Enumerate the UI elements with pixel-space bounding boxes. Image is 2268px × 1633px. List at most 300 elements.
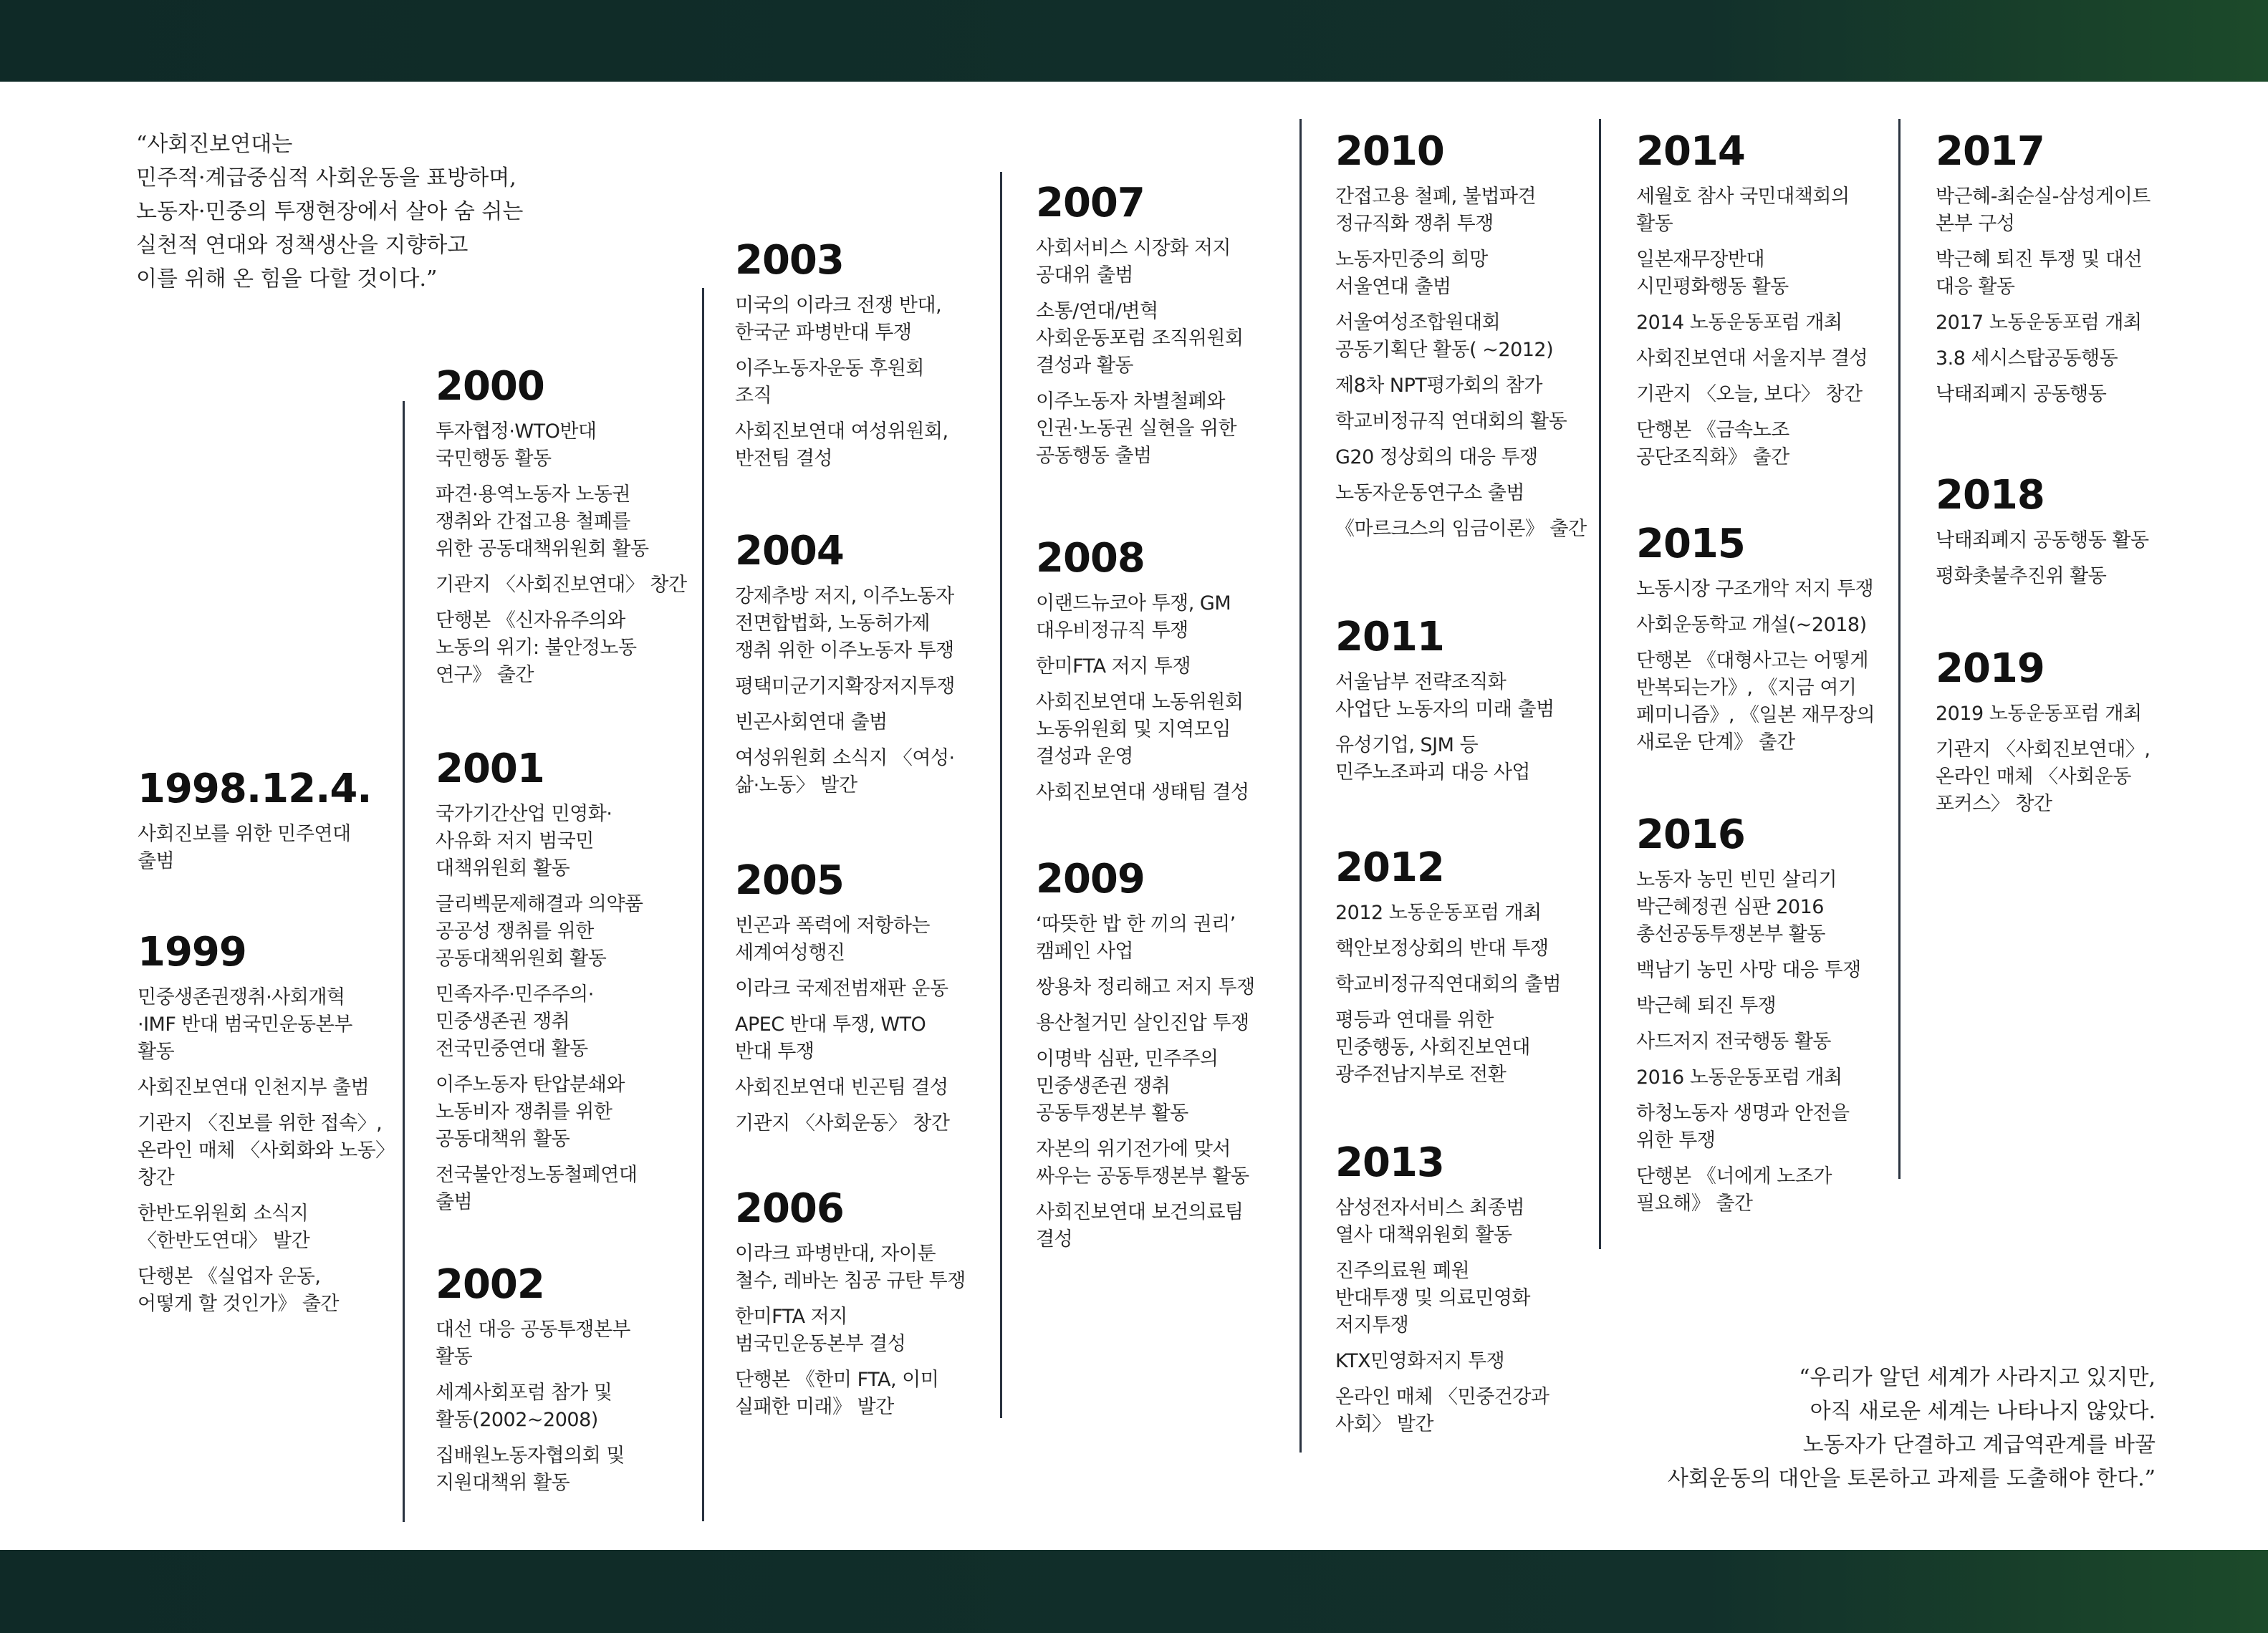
year-block-2011: [1335, 615, 1615, 795]
event-text-line: 공대위 출범: [1036, 264, 1133, 286]
timeline-event: [436, 1442, 715, 1497]
event-text-line: 사회진보연대 인천지부 출범: [138, 1076, 370, 1099]
event-text-line: 미국의 이라크 전쟁 반대,: [735, 294, 942, 317]
event-text-line: 공공성 쟁취를 위한: [436, 920, 594, 943]
timeline-event: [1036, 388, 1315, 470]
year-block-1998: [138, 766, 417, 884]
event-text-line: APEC 반대 투쟁, WTO: [735, 1013, 926, 1036]
timeline-event: [138, 1263, 417, 1318]
event-text-line: 철수, 레바논 침공 규탄 투쟁: [735, 1270, 966, 1292]
year-block-2018: [1936, 473, 2215, 599]
timeline-event: [1335, 480, 1615, 507]
year-heading: 2005: [735, 857, 844, 904]
event-text-line: 유성기업, SJM 등: [1335, 734, 1479, 756]
event-text-line: 정규직화 쟁취 투쟁: [1335, 213, 1494, 235]
timeline-event: [735, 976, 1014, 1003]
year-block-2019: [1936, 646, 2215, 827]
event-text-line: 전국불안정노동철폐연대: [436, 1164, 638, 1186]
event-text-line: 국가기간산업 민영화·: [436, 803, 612, 825]
event-text-line: 필요해》 출간: [1636, 1193, 1753, 1215]
event-text-line: 이명박 심판, 민주주의: [1036, 1048, 1219, 1070]
timeline-event: [1335, 971, 1615, 998]
event-text-line: 투자협정·WTO반대: [436, 420, 597, 443]
timeline-event: [1335, 900, 1615, 927]
timeline-event: [735, 1304, 1014, 1358]
event-text-line: 온라인 매체 〈민중건강과: [1335, 1386, 1549, 1408]
timeline-event: [436, 607, 715, 689]
event-text-line: 여성위원회 소식지 〈여성·: [735, 747, 955, 769]
timeline-event: [1335, 1007, 1615, 1089]
event-text-line: 활동: [436, 1346, 473, 1368]
timeline-event: [138, 1200, 417, 1255]
event-text-line: 《마르크스의 임금이론》 출간: [1335, 518, 1587, 540]
year-block-2009: [1036, 857, 1315, 1262]
timeline-event: [1636, 309, 1916, 337]
year-heading: 2019: [1936, 645, 2044, 692]
event-text-line: 지원대책위 활동: [436, 1472, 570, 1494]
year-heading: 2016: [1636, 811, 1745, 858]
event-text-line: 박근혜정권 심판 2016: [1636, 896, 1824, 918]
event-text-line: 반대 투쟁: [735, 1041, 815, 1063]
event-text-line: ·IMF 반대 범국민운동본부: [138, 1013, 352, 1036]
event-text-line: 본부 구성: [1936, 213, 2015, 235]
timeline-event: [1936, 736, 2215, 818]
timeline-event: [138, 984, 417, 1066]
timeline-event: [1636, 1029, 1916, 1056]
timeline-event: [735, 673, 1014, 700]
event-text-line: 민중생존권 쟁취: [1036, 1075, 1171, 1097]
timeline-event: [1335, 1195, 1615, 1249]
timeline-event: [1335, 732, 1615, 786]
timeline-event: [1636, 993, 1916, 1020]
event-text-line: 조직: [735, 385, 772, 407]
event-text-line: 노동자민중의 희망: [1335, 249, 1488, 271]
year-block-2014: [1636, 129, 1916, 480]
event-text-line: 민주노조파괴 대응 사업: [1335, 761, 1530, 784]
event-text-line: 노동자운동연구소 출범: [1335, 482, 1524, 504]
timeline-event: [735, 1367, 1014, 1421]
event-text-line: 위한 투쟁: [1636, 1129, 1716, 1152]
event-text-line: 박근혜 퇴진 투쟁: [1636, 995, 1777, 1017]
timeline-event: [1636, 1163, 1916, 1218]
event-text-line: 노동비자 쟁취를 위한: [436, 1101, 612, 1123]
event-text-line: 연구》 출간: [436, 664, 534, 686]
event-text-line: 이주노동자 차별철폐와: [1036, 390, 1225, 413]
event-text-line: 2019 노동운동포럼 개최: [1936, 703, 2142, 725]
event-text-line: 단행본 《한미 FTA, 이미: [735, 1369, 939, 1391]
timeline-event: [1335, 1258, 1615, 1339]
year-block-2008: [1036, 536, 1315, 815]
timeline-event: [735, 583, 1014, 665]
timeline-event: [1636, 867, 1916, 948]
timeline-event: [1036, 1199, 1315, 1253]
timeline-event: [1036, 974, 1315, 1001]
event-text-line: 민중행동, 사회진보연대: [1335, 1036, 1530, 1059]
year-block-2016: [1636, 812, 1916, 1226]
opening-quote: [136, 127, 523, 296]
event-text-line: 대응 활동: [1936, 276, 2015, 298]
event-text-line: 파견·용역노동자 노동권: [436, 483, 630, 506]
year-heading: 2000: [436, 363, 544, 410]
event-text-line: 기관지 〈사회진보연대〉,: [1936, 738, 2151, 761]
event-text-line: 3.8 세시스탑공동행동: [1936, 347, 2118, 370]
event-text-line: 대우비정규직 투쟁: [1036, 620, 1188, 642]
event-text-line: 〈한반도연대〉 발간: [138, 1230, 310, 1252]
event-text-line: 광주전남지부로 전환: [1335, 1064, 1507, 1086]
event-text-line: 낙태죄폐지 공동행동: [1936, 383, 2107, 405]
event-text-line: 일본재무장반대: [1636, 249, 1765, 271]
event-text-line: 열사 대책위원회 활동: [1335, 1224, 1512, 1246]
event-text-line: 박근혜-최순실-삼성게이트: [1936, 186, 2151, 208]
event-text-line: 공동대책위 활동: [436, 1128, 570, 1150]
event-text-line: 쟁취 위한 이주노동자 투쟁: [735, 640, 954, 662]
closing-quote: [1668, 1361, 2156, 1495]
timeline-event: [1636, 417, 1916, 471]
timeline-event: [1036, 298, 1315, 380]
timeline-event: [436, 1071, 715, 1153]
event-text-line: 서울연대 출범: [1335, 276, 1451, 298]
event-text-line: 간접고용 철폐, 불법파견: [1335, 186, 1537, 208]
event-text-line: 쌍용차 정리해고 저지 투쟁: [1036, 976, 1255, 998]
year-heading: 2007: [1036, 180, 1145, 226]
year-block-2004: [735, 529, 1014, 808]
event-text-line: 활동: [1636, 213, 1673, 235]
event-text-line: 위한 공동대책위원회 활동: [436, 538, 649, 560]
event-text-line: 어떻게 할 것인가》 출간: [138, 1293, 339, 1315]
event-text-line: 사회운동학교 개설(~2018): [1636, 614, 1867, 636]
event-text-line: 온라인 매체 〈사회운동: [1936, 766, 2131, 788]
timeline-event: [1036, 779, 1315, 806]
event-text-line: 사회운동포럼 조직위원회: [1036, 327, 1244, 350]
event-text-line: 캠페인 사업: [1036, 940, 1133, 963]
year-block-2006: [735, 1186, 1014, 1430]
year-block-2003: [735, 238, 1014, 481]
event-text-line: 국민행동 활동: [436, 448, 552, 470]
event-text-line: 사회진보를 위한 민주연대: [138, 823, 351, 845]
event-text-line: 기관지 〈진보를 위한 접속〉,: [138, 1112, 383, 1135]
timeline-event: [436, 1316, 715, 1371]
event-text-line: 전면합법화, 노동허가제: [735, 612, 930, 635]
event-text-line: 사회진보연대 서울지부 결성: [1636, 347, 1868, 370]
event-text-line: 창간: [138, 1167, 175, 1189]
timeline-event: [735, 745, 1014, 799]
event-text-line: 반전팀 결성: [735, 448, 832, 470]
event-text-line: ‘따뜻한 밥 한 끼의 권리’: [1036, 913, 1236, 935]
event-text-line: 노동시장 구조개악 저지 투쟁: [1636, 578, 1874, 600]
event-text-line: 2012 노동운동포럼 개최: [1335, 902, 1542, 924]
year-block-2015: [1636, 521, 1916, 765]
quote-line: 노동자·민중의 투쟁현장에서 살아 숨 쉬는: [136, 199, 524, 224]
timeline-event: [1636, 957, 1916, 984]
event-text-line: 제8차 NPT평가회의 참가: [1335, 375, 1542, 397]
event-text-line: 2016 노동운동포럼 개최: [1636, 1066, 1842, 1089]
event-text-line: 낙태죄폐지 공동행동 활동: [1936, 529, 2149, 551]
event-text-line: 한반도위원회 소식지: [138, 1203, 309, 1225]
timeline-event: [1335, 516, 1615, 543]
event-text-line: 용산철거민 살인진압 투쟁: [1036, 1012, 1249, 1034]
quote-line: 사회운동의 대안을 토론하고 과제를 도출해야 한다.”: [1667, 1466, 2156, 1491]
event-text-line: 반대투쟁 및 의료민영화: [1335, 1287, 1530, 1309]
event-text-line: 범국민운동본부 결성: [735, 1333, 906, 1355]
timeline-event: [1335, 372, 1615, 400]
event-text-line: 서울여성조합원대회: [1335, 312, 1501, 334]
year-heading: 2012: [1335, 844, 1444, 891]
timeline-event: [1636, 647, 1916, 756]
timeline-event: [735, 709, 1014, 736]
timeline-event: [1036, 590, 1315, 645]
event-text-line: 노동의 위기: 불안정노동: [436, 637, 637, 659]
event-text-line: 세계여성행진: [735, 942, 845, 964]
timeline-event: [1636, 612, 1916, 639]
timeline-event: [1636, 1100, 1916, 1155]
event-text-line: 학교비정규직연대회의 출범: [1335, 973, 1562, 996]
timeline-event: [138, 1110, 417, 1192]
year-heading: 1999: [138, 929, 246, 976]
event-text-line: 싸우는 공동투쟁본부 활동: [1036, 1165, 1249, 1188]
event-text-line: 소통/연대/변혁: [1036, 300, 1158, 322]
event-text-line: 사드저지 전국행동 활동: [1636, 1031, 1831, 1053]
year-heading: 2015: [1636, 521, 1745, 567]
timeline-event: [1335, 1348, 1615, 1375]
timeline-event: [735, 912, 1014, 967]
event-text-line: 세월호 참사 국민대책회의: [1636, 186, 1850, 208]
year-heading: 2008: [1036, 535, 1145, 582]
event-text-line: 기관지 〈사회진보연대〉 창간: [436, 574, 687, 596]
quote-line: 노동자가 단결하고 계급역관계를 바꿀: [1802, 1432, 2156, 1458]
year-block-2013: [1335, 1140, 1615, 1447]
timeline-event: [1936, 309, 2215, 337]
event-text-line: 민중생존권 쟁취: [436, 1011, 570, 1033]
timeline-event: [1036, 235, 1315, 289]
timeline-event: [1936, 527, 2215, 554]
event-text-line: 단행본 《신자유주의와: [436, 610, 625, 632]
year-heading: 2001: [436, 746, 544, 792]
event-text-line: 반복되는가》, 《지금 여기: [1636, 677, 1857, 699]
year-heading: 2009: [1036, 856, 1145, 902]
quote-line: 이를 위해 온 힘을 다할 것이다.”: [136, 266, 438, 292]
year-heading: 2006: [735, 1185, 844, 1232]
event-text-line: KTX민영화저지 투쟁: [1335, 1350, 1505, 1372]
year-block-2005: [735, 858, 1014, 1146]
event-text-line: 공단조직화》 출간: [1636, 446, 1789, 468]
timeline-event: [735, 418, 1014, 473]
event-text-line: 한미FTA 저지 투쟁: [1036, 655, 1191, 678]
event-text-line: 평택미군기지확장저지투쟁: [735, 675, 955, 698]
year-heading: 2004: [735, 528, 844, 574]
timeline-event: [1636, 381, 1916, 408]
event-text-line: 삼성전자서비스 최종범: [1335, 1197, 1524, 1219]
event-text-line: 빈곤사회연대 출범: [735, 711, 888, 733]
timeline-event: [436, 891, 715, 973]
timeline-event: [1936, 563, 2215, 590]
year-heading: 2011: [1335, 614, 1444, 660]
timeline-event: [1335, 669, 1615, 723]
event-text-line: G20 정상회의 대응 투쟁: [1335, 446, 1538, 468]
event-text-line: 사유화 저지 범국민: [436, 830, 594, 852]
quote-line: “우리가 알던 세계가 사라지고 있지만,: [1799, 1365, 2156, 1390]
timeline-event: [436, 981, 715, 1063]
year-heading: 1998.12.4.: [138, 766, 372, 812]
timeline-event: [1936, 700, 2215, 728]
event-text-line: 활동: [138, 1041, 175, 1063]
timeline-event: [735, 1011, 1014, 1066]
year-heading: 2002: [436, 1261, 544, 1308]
event-text-line: 결성: [1036, 1228, 1073, 1251]
event-text-line: 백남기 농민 사망 대응 투쟁: [1636, 959, 1861, 981]
event-text-line: 사업단 노동자의 미래 출범: [1335, 698, 1555, 721]
event-text-line: 시민평화행동 활동: [1636, 276, 1789, 298]
year-heading: 2010: [1335, 128, 1444, 175]
quote-line: 민주적·계급중심적 사회운동을 표방하며,: [136, 165, 516, 191]
year-block-2001: [436, 746, 715, 1225]
event-text-line: 사회진보연대 생태팀 결성: [1036, 781, 1249, 804]
year-block-2012: [1335, 845, 1615, 1097]
timeline-event: [1335, 408, 1615, 435]
event-text-line: 결성과 활동: [1036, 355, 1133, 377]
event-text-line: 단행본 《실업자 운동,: [138, 1266, 321, 1288]
timeline-event: [1335, 935, 1615, 963]
event-text-line: 2014 노동운동포럼 개최: [1636, 312, 1842, 334]
event-text-line: 전국민중연대 활동: [436, 1038, 588, 1060]
year-block-2010: [1335, 129, 1615, 551]
bottom-band: [0, 1550, 2268, 1633]
event-text-line: 이주노동자운동 후원회: [735, 357, 924, 380]
event-text-line: 단행본 《대형사고는 어떻게: [1636, 650, 1869, 672]
timeline-event: [436, 481, 715, 563]
year-heading: 2014: [1636, 128, 1745, 175]
timeline-event: [436, 418, 715, 473]
year-block-2007: [1036, 180, 1315, 478]
event-text-line: 하청노동자 생명과 안전을: [1636, 1102, 1850, 1124]
event-text-line: 사회진보연대 노동위원회: [1036, 691, 1244, 713]
timeline-event: [1936, 345, 2215, 372]
timeline-event: [1036, 689, 1315, 771]
timeline-event: [138, 821, 417, 875]
year-block-2002: [436, 1262, 715, 1506]
year-heading: 2003: [735, 237, 844, 284]
timeline-event: [1036, 1136, 1315, 1190]
year-block-2000: [436, 364, 715, 698]
event-text-line: 공동기획단 활동( ~2012): [1335, 339, 1554, 361]
event-text-line: 서울남부 전략조직화: [1335, 671, 1507, 693]
timeline-event: [1036, 911, 1315, 965]
event-text-line: 출범: [436, 1191, 473, 1213]
event-text-line: 사회〉 발간: [1335, 1413, 1433, 1435]
timeline-event: [1036, 1010, 1315, 1037]
event-text-line: 저지투쟁: [1335, 1314, 1409, 1336]
top-band: [0, 0, 2268, 82]
timeline-event: [436, 801, 715, 882]
timeline-event: [735, 292, 1014, 347]
event-text-line: 이주노동자 탄압분쇄와: [436, 1074, 625, 1096]
event-text-line: 한미FTA 저지: [735, 1306, 847, 1328]
timeline-event: [1335, 444, 1615, 471]
timeline-event: [1636, 576, 1916, 603]
event-text-line: 활동(2002~2008): [436, 1409, 598, 1431]
event-text-line: 삶·노동〉 발간: [735, 774, 857, 796]
event-text-line: 평화촛불추진위 활동: [1936, 565, 2107, 587]
event-text-line: 사회진보연대 보건의료팀: [1036, 1201, 1244, 1223]
event-text-line: 새로운 단계》 출간: [1636, 731, 1795, 753]
timeline-event: [436, 1162, 715, 1216]
event-text-line: 공동행동 출범: [1036, 445, 1152, 467]
event-text-line: 이라크 파병반대, 자이툰: [735, 1243, 936, 1265]
timeline-event: [1636, 345, 1916, 372]
quote-line: 아직 새로운 세계는 나타나지 않았다.: [1810, 1399, 2156, 1424]
event-text-line: 한국군 파병반대 투쟁: [735, 322, 912, 344]
event-text-line: 강제추방 저지, 이주노동자: [735, 585, 954, 607]
timeline-event: [735, 1074, 1014, 1102]
event-text-line: 온라인 매체 〈사회화와 노동〉: [138, 1140, 395, 1162]
year-heading: 2017: [1936, 128, 2044, 175]
event-text-line: 2017 노동운동포럼 개최: [1936, 312, 2142, 334]
event-text-line: 민족자주·민주주의·: [436, 983, 594, 1006]
event-text-line: 단행본 《너에게 노조가: [1636, 1165, 1832, 1188]
event-text-line: 사회서비스 시장화 저지: [1036, 237, 1231, 259]
timeline-event: [436, 1379, 715, 1434]
event-text-line: 페미니즘》, 《일본 재무장의: [1636, 704, 1875, 726]
event-text-line: 총선공동투쟁본부 활동: [1636, 923, 1825, 945]
timeline-event: [138, 1074, 417, 1102]
event-text-line: 노동자 농민 빈민 살리기: [1636, 869, 1837, 891]
event-text-line: 집배원노동자협의회 및: [436, 1445, 625, 1467]
year-heading: 2013: [1335, 1140, 1444, 1186]
timeline-event: [735, 1241, 1014, 1295]
timeline-event: [1036, 1046, 1315, 1127]
timeline-event: [1636, 183, 1916, 238]
event-text-line: 글리벡문제해결과 의약품: [436, 893, 643, 915]
quote-line: 실천적 연대와 정책생산을 지향하고: [136, 233, 469, 258]
timeline-event: [1636, 246, 1916, 301]
year-heading: 2018: [1936, 472, 2044, 519]
timeline-event: [1936, 183, 2215, 238]
event-text-line: 세계사회포럼 참가 및: [436, 1382, 612, 1404]
event-text-line: 이랜드뉴코아 투쟁, GM: [1036, 592, 1231, 615]
event-text-line: 이라크 국제전범재판 운동: [735, 978, 948, 1000]
event-text-line: 민중생존권쟁취·사회개혁: [138, 986, 345, 1008]
quote-line: “사회진보연대는: [136, 132, 293, 157]
timeline-event: [1335, 246, 1615, 301]
event-text-line: 자본의 위기전가에 맞서: [1036, 1138, 1231, 1160]
timeline-event: [1936, 381, 2215, 408]
event-text-line: 학교비정규직 연대회의 활동: [1335, 410, 1567, 433]
event-text-line: 단행본 《금속노조: [1636, 419, 1789, 441]
timeline-event: [436, 572, 715, 599]
event-text-line: 빈곤과 폭력에 저항하는: [735, 915, 930, 937]
timeline-event: [1636, 1064, 1916, 1092]
event-text-line: 기관지 〈사회운동〉 창간: [735, 1112, 950, 1135]
event-text-line: 쟁취와 간접고용 철폐를: [436, 511, 630, 533]
event-text-line: 인권·노동권 실현을 위한: [1036, 418, 1237, 440]
event-text-line: 공동대책위원회 활동: [436, 948, 607, 970]
event-text-line: 포커스〉 창간: [1936, 793, 2052, 815]
timeline-event: [735, 355, 1014, 410]
timeline-event: [735, 1110, 1014, 1137]
timeline-event: [1036, 653, 1315, 680]
timeline-event: [1936, 246, 2215, 301]
event-text-line: 노동위원회 및 지역모임: [1036, 718, 1231, 741]
year-block-2017: [1936, 129, 2215, 417]
event-text-line: 박근혜 퇴진 투쟁 및 대선: [1936, 249, 2143, 271]
event-text-line: 진주의료원 폐원: [1335, 1260, 1470, 1282]
event-text-line: 사회진보연대 여성위원회,: [735, 420, 948, 443]
event-text-line: 출범: [138, 850, 175, 872]
timeline-event: [1335, 183, 1615, 238]
event-text-line: 공동투쟁본부 활동: [1036, 1102, 1188, 1124]
year-block-1999: [138, 930, 417, 1326]
event-text-line: 대책위원회 활동: [436, 857, 570, 880]
timeline-event: [1335, 309, 1615, 364]
